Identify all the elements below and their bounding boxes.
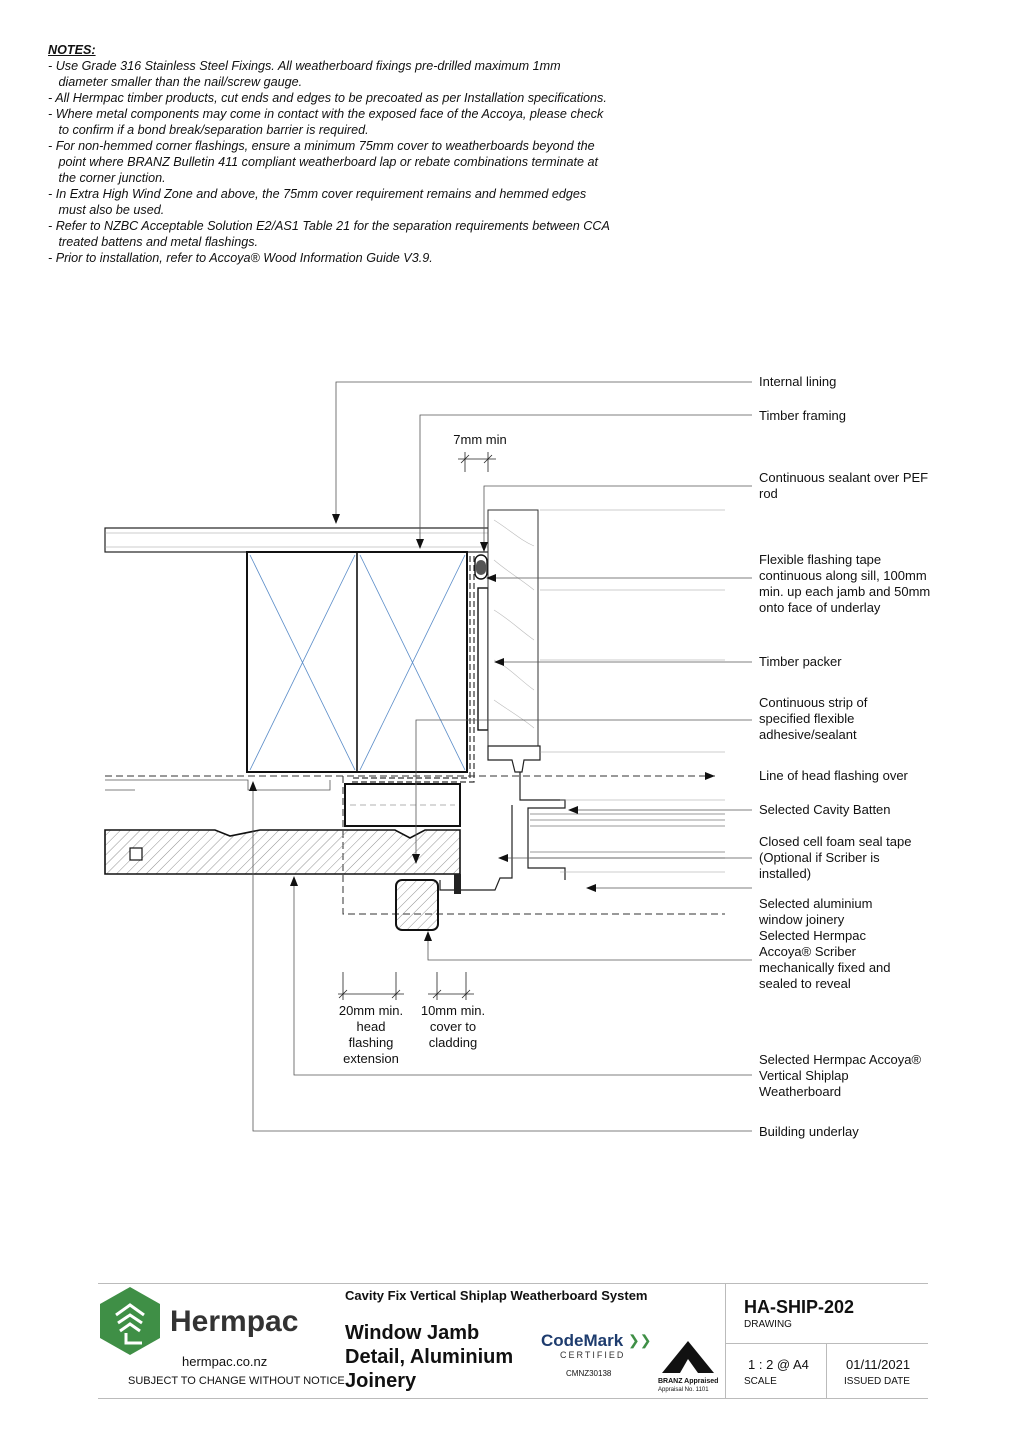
codemark-certified: CERTIFIED bbox=[560, 1350, 626, 1360]
label-internal-lining: Internal lining bbox=[759, 374, 837, 389]
timber-packer-shape bbox=[478, 588, 488, 730]
brand-name: Hermpac bbox=[170, 1305, 299, 1338]
tb-border bbox=[98, 1398, 928, 1399]
drawing-title: Window Jamb Detail, Aluminium Joinery bbox=[345, 1322, 514, 1392]
note-line: - All Hermpac timber products, cut ends and edges to be precoated as per Installation specifications. bbox=[48, 91, 607, 105]
label-cavity-batten: Selected Cavity Batten bbox=[759, 802, 891, 817]
hermpac-logo-icon bbox=[98, 1285, 162, 1357]
dimension-10mm bbox=[428, 972, 474, 1000]
system-name: Cavity Fix Vertical Shiplap Weatherboard System bbox=[345, 1288, 648, 1303]
note-line: must also be used. bbox=[48, 203, 165, 217]
scale-value: 1 : 2 @ A4 bbox=[748, 1357, 809, 1372]
tb-border bbox=[98, 1283, 928, 1284]
label-scriber: Selected Hermpac Accoya® Scriber mechanically fixed and sealed to reveal bbox=[759, 928, 891, 991]
leader-lines bbox=[253, 382, 752, 1131]
website: hermpac.co.nz bbox=[182, 1354, 268, 1369]
tb-divider bbox=[826, 1343, 827, 1399]
note-line: treated battens and metal flashings. bbox=[48, 235, 259, 249]
note-line: the corner junction. bbox=[48, 171, 166, 185]
label-timber-packer: Timber packer bbox=[759, 654, 842, 669]
note-line: - For non-hemmed corner flashings, ensure a minimum 75mm cover to weatherboards beyond the bbox=[48, 139, 595, 153]
scale-label: SCALE bbox=[744, 1376, 777, 1387]
disclaimer: SUBJECT TO CHANGE WITHOUT NOTICE bbox=[128, 1375, 345, 1387]
note-line: - In Extra High Wind Zone and above, the 75mm cover requirement remains and hemmed edges bbox=[48, 187, 587, 201]
codemark-chevrons-icon: ❯❯ bbox=[628, 1332, 652, 1348]
dimension-7mm bbox=[458, 452, 496, 472]
drawing-label: DRAWING bbox=[744, 1319, 792, 1330]
label-weatherboard: Selected Hermpac Accoya® Vertical Shiplap Weatherboard bbox=[759, 1052, 922, 1099]
dim-head-extension-label: 20mm min. head flashing extension bbox=[338, 1003, 404, 1066]
building-underlay-shape bbox=[105, 780, 330, 790]
note-line: diameter smaller than the nail/screw gauge. bbox=[48, 75, 303, 89]
timber-framing-shape bbox=[247, 552, 467, 772]
dim-cover-label: 10mm min. cover to cladding bbox=[420, 1003, 486, 1050]
note-line: - Refer to NZBC Acceptable Solution E2/AS1 Table 21 for the separation requirements between CCA bbox=[48, 219, 610, 233]
branz-number: Appraisal No. 1101 bbox=[658, 1387, 709, 1393]
reveal-board-shape bbox=[488, 510, 538, 746]
internal-lining-shape bbox=[105, 528, 508, 552]
branz-appraised: BRANZ Appraised bbox=[658, 1378, 719, 1385]
label-sealant: Continuous sealant over PEF rod bbox=[759, 470, 929, 501]
dimension-20mm bbox=[338, 972, 404, 1000]
note-line: - Prior to installation, refer to Accoya® Wood Information Guide V3.9. bbox=[48, 251, 433, 265]
label-window-joinery: Selected aluminium window joinery bbox=[759, 896, 873, 927]
pef-rod-shape bbox=[475, 555, 487, 579]
label-flashing-tape: Flexible flashing tape continuous along sill, 100mm min. up each jamb and 50mm onto face of underlay bbox=[759, 552, 931, 615]
weatherboard-shape bbox=[105, 830, 460, 874]
dim-7mm-label: 7mm min bbox=[453, 432, 507, 447]
foam-seal-shape bbox=[454, 874, 461, 894]
scriber-shape bbox=[396, 880, 438, 930]
label-foam-seal: Closed cell foam seal tape (Optional if Scriber is installed) bbox=[759, 834, 912, 881]
note-line: - Use Grade 316 Stainless Steel Fixings. All weatherboard fixings pre-drilled maximum 1mm bbox=[48, 59, 561, 73]
notes-title: NOTES: bbox=[48, 43, 96, 57]
issued-date-label: ISSUED DATE bbox=[844, 1376, 910, 1387]
title-block bbox=[98, 1283, 928, 1399]
label-timber-framing: Timber framing bbox=[759, 408, 846, 423]
label-building-underlay: Building underlay bbox=[759, 1124, 859, 1139]
issued-date: 01/11/2021 bbox=[846, 1357, 911, 1372]
note-line: - Where metal components may come in contact with the exposed face of the Accoya, please check bbox=[48, 107, 604, 121]
drawing-number: HA-SHIP-202 bbox=[744, 1297, 855, 1317]
note-line: to confirm if a bond break/separation barrier is required. bbox=[48, 123, 369, 137]
tb-divider bbox=[725, 1283, 726, 1399]
codemark-number: CMNZ30138 bbox=[566, 1369, 612, 1378]
flashing-tape-shape bbox=[350, 556, 474, 782]
codemark-logo: CodeMark bbox=[541, 1331, 624, 1350]
note-line: point where BRANZ Bulletin 411 compliant weatherboard lap or rebate combinations terminate at bbox=[48, 155, 598, 169]
label-head-flashing: Line of head flashing over bbox=[759, 768, 908, 783]
branz-logo-icon bbox=[658, 1333, 718, 1377]
label-adhesive: Continuous strip of specified flexible adhesive/sealant bbox=[759, 695, 868, 742]
